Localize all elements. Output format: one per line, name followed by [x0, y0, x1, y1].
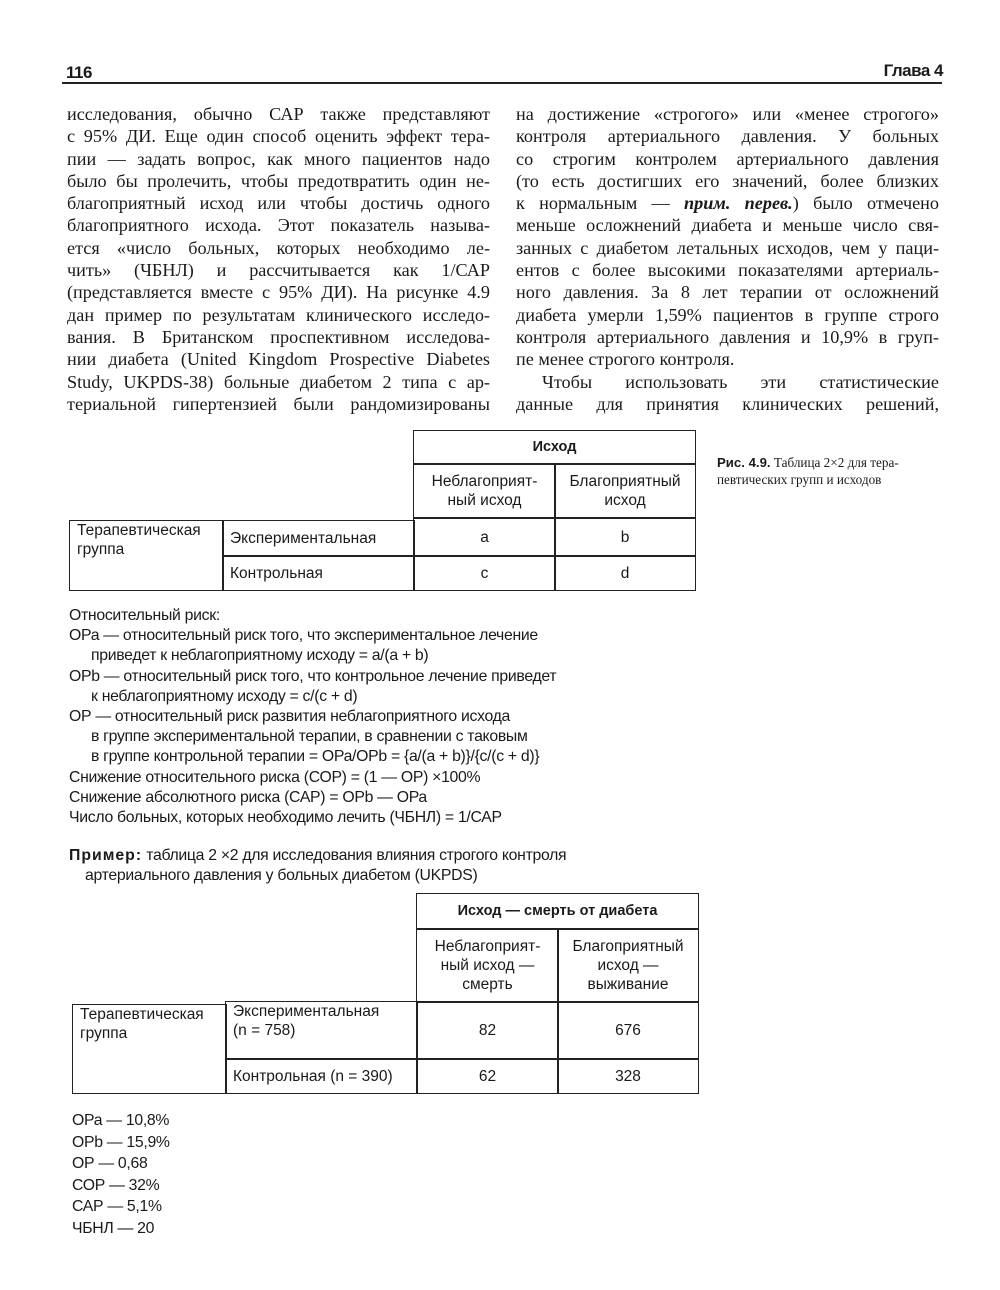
header-line: Неблагоприят-	[434, 938, 541, 955]
label-line: группа	[77, 541, 125, 558]
text-line: чить» (ЧБНЛ) и рассчитывается как 1/САР	[67, 260, 490, 281]
formula-line: в группе контрольной терапии = ОРа/ОРb = {a/(a + b)}/{c/(c + d)}	[91, 748, 540, 766]
right-text-column	[516, 103, 939, 415]
formula-list	[69, 606, 556, 828]
example-line	[69, 846, 566, 866]
text-line: благоприятного исхода. Этот показатель называ-	[67, 215, 490, 236]
table2-col-header-death	[416, 928, 559, 1003]
chapter-title: Глава 4	[883, 61, 943, 80]
table2-cell-survival-control: 328	[557, 1058, 699, 1094]
text-line: (то есть достигших его значений, более близких	[516, 170, 939, 191]
label-line: Терапевтическая	[77, 522, 201, 539]
table2-cell-deaths-experimental: 82	[416, 1001, 559, 1060]
text-line: исследования, обычно САР также представляют	[67, 104, 490, 124]
text-line: Чтобы использовать эти статистические	[542, 371, 939, 392]
label-line: (n = 758)	[233, 1022, 296, 1039]
text-line: меньше осложнений диабета и меньше число свя-	[516, 215, 939, 236]
table2-cell-deaths-control: 62	[416, 1058, 559, 1094]
text-line: диабета умерли 1,59% пациентов в группе строго	[516, 304, 939, 325]
text-line: вания. В Британском проспективном исследова-	[67, 326, 490, 347]
label-line: Терапевтическая	[80, 1006, 204, 1023]
text-line: пии — задать вопрос, как много пациентов надо	[67, 148, 490, 169]
result-line: ОРа — 10,8%	[72, 1112, 170, 1129]
formula-line: ОРb — относительный риск того, что контрольное лечение приведет	[69, 667, 557, 685]
header-line: исход	[604, 492, 646, 509]
table1-col-header-unfavorable	[413, 463, 556, 519]
caption-label: Рис. 4.9.	[717, 455, 771, 470]
header-line: смерть	[462, 976, 513, 993]
text-line: благоприятный исход или чтобы достичь одного	[67, 193, 490, 214]
table1-cell-a: a	[413, 517, 556, 557]
caption-text-line: Таблица 2×2 для тера-	[770, 455, 899, 470]
header-line: выживание	[587, 976, 669, 993]
text-segment: к нормальным —	[516, 193, 685, 214]
label-line: группа	[80, 1025, 128, 1042]
formula-line: Снижение абсолютного риска (САР) = ОРb — ОРа	[69, 788, 427, 806]
table1-outcome-header: Исход	[413, 430, 696, 465]
table1-row-label-control: Контрольная	[222, 555, 415, 591]
page-number: 116	[66, 63, 92, 82]
formula-line: к неблагоприятному исходу = c/(c + d)	[91, 687, 358, 705]
text-line: занных с диабетом летальных исходов, чем у паци-	[516, 237, 939, 258]
table1-col-header-favorable	[554, 463, 696, 519]
caption-text-line: певтических групп и исходов	[717, 472, 882, 487]
table1-cell-c: c	[413, 555, 556, 591]
example-line: артериального давления у больных диабетом (UKPDS)	[85, 867, 478, 885]
formula-line: приведет к неблагоприятному исходу = a/(a + b)	[91, 647, 429, 665]
results-list	[72, 1110, 170, 1240]
result-line: ОРb — 15,9%	[72, 1133, 170, 1151]
text-line: ного давления. За 8 лет терапии от осложнений	[516, 282, 939, 303]
table1-cell-b: b	[554, 517, 696, 557]
header-line: ный исход —	[440, 957, 535, 974]
text-line: пе менее строгого контроля.	[516, 349, 735, 370]
table2-outcome-header: Исход — смерть от диабета	[416, 893, 699, 930]
result-line: СОР — 32%	[72, 1176, 160, 1194]
formula-line: ОРа — относительный риск того, что экспериментальное лечение	[69, 627, 538, 645]
label-line: Экспериментальная	[233, 1003, 380, 1020]
text-line: со строгим контролем артериального давления	[516, 148, 939, 169]
example-intro	[69, 846, 566, 887]
text-line: с 95% ДИ. Еще один способ оценить эффект тера-	[67, 126, 490, 147]
table1-cell-d: d	[554, 555, 696, 591]
formula-line: Число больных, которых необходимо лечить (ЧБНЛ) = 1/САР	[69, 809, 502, 827]
text-line: контроля артериального давления. У больных	[516, 126, 939, 147]
table1-row-label-experimental: Экспериментальная	[222, 520, 415, 557]
header-line: исход —	[597, 957, 659, 974]
translator-note: прим. перев.	[684, 193, 793, 214]
header-line: ный исход	[447, 492, 522, 509]
text-segment: ) было отмечено	[792, 193, 940, 214]
example-text: таблица 2 ×2 для исследования влияния строгого контроля	[142, 847, 567, 864]
text-line: ется «число больных, которых необходимо ле-	[67, 237, 490, 258]
header-line: Благоприятный	[572, 938, 684, 955]
text-line: териальной гипертензией были рандомизированы	[67, 393, 490, 414]
table2-col-header-survival	[557, 928, 699, 1003]
table1-group-label	[69, 520, 224, 591]
table2-row-label-experimental	[225, 1001, 418, 1060]
text-line: данные для принятия клинических решений,	[516, 393, 939, 414]
formula-line: в группе экспериментальной терапии, в сравнении с таковым	[91, 728, 528, 746]
header-rule	[62, 82, 942, 84]
result-line: ЧБНЛ — 20	[72, 1219, 155, 1237]
text-line: ентов с более высокими показателями артериаль-	[516, 260, 939, 281]
formula-line: ОР — относительный риск развития неблагоприятного исхода	[69, 708, 511, 726]
table2-row-label-control: Контрольная (n = 390)	[225, 1058, 418, 1094]
figure-caption	[717, 454, 952, 488]
text-line: на достижение «строгого» или «менее строгого»	[516, 104, 939, 124]
formula-line: Относительный риск:	[69, 607, 220, 624]
text-line: контроля артериального давления и 10,9% в груп-	[516, 326, 939, 347]
text-line: было бы пролечить, чтобы предотвратить один не-	[67, 170, 490, 191]
text-line-with-note	[516, 192, 939, 214]
text-line: нии диабета (United Kingdom Prospective Diabetes	[67, 349, 490, 370]
text-line: Study, UKPDS-38) больные диабетом 2 типа с ар-	[67, 371, 490, 392]
formula-line: Снижение относительного риска (СОР) = (1 — ОР) ×100%	[69, 768, 481, 786]
table2-group-label	[72, 1004, 227, 1094]
header-line: Благоприятный	[569, 473, 681, 490]
example-label: Пример:	[69, 847, 143, 864]
text-line: дан пример по результатам клинического исследо-	[67, 304, 490, 325]
text-line: (представляется вместе с 95% ДИ). На рисунке 4.9	[67, 282, 490, 303]
header-line: Неблагоприят-	[431, 473, 538, 490]
left-text-column	[67, 103, 490, 415]
table2-cell-survival-experimental: 676	[557, 1001, 699, 1060]
result-line: САР — 5,1%	[72, 1198, 162, 1216]
result-line: ОР — 0,68	[72, 1155, 148, 1173]
